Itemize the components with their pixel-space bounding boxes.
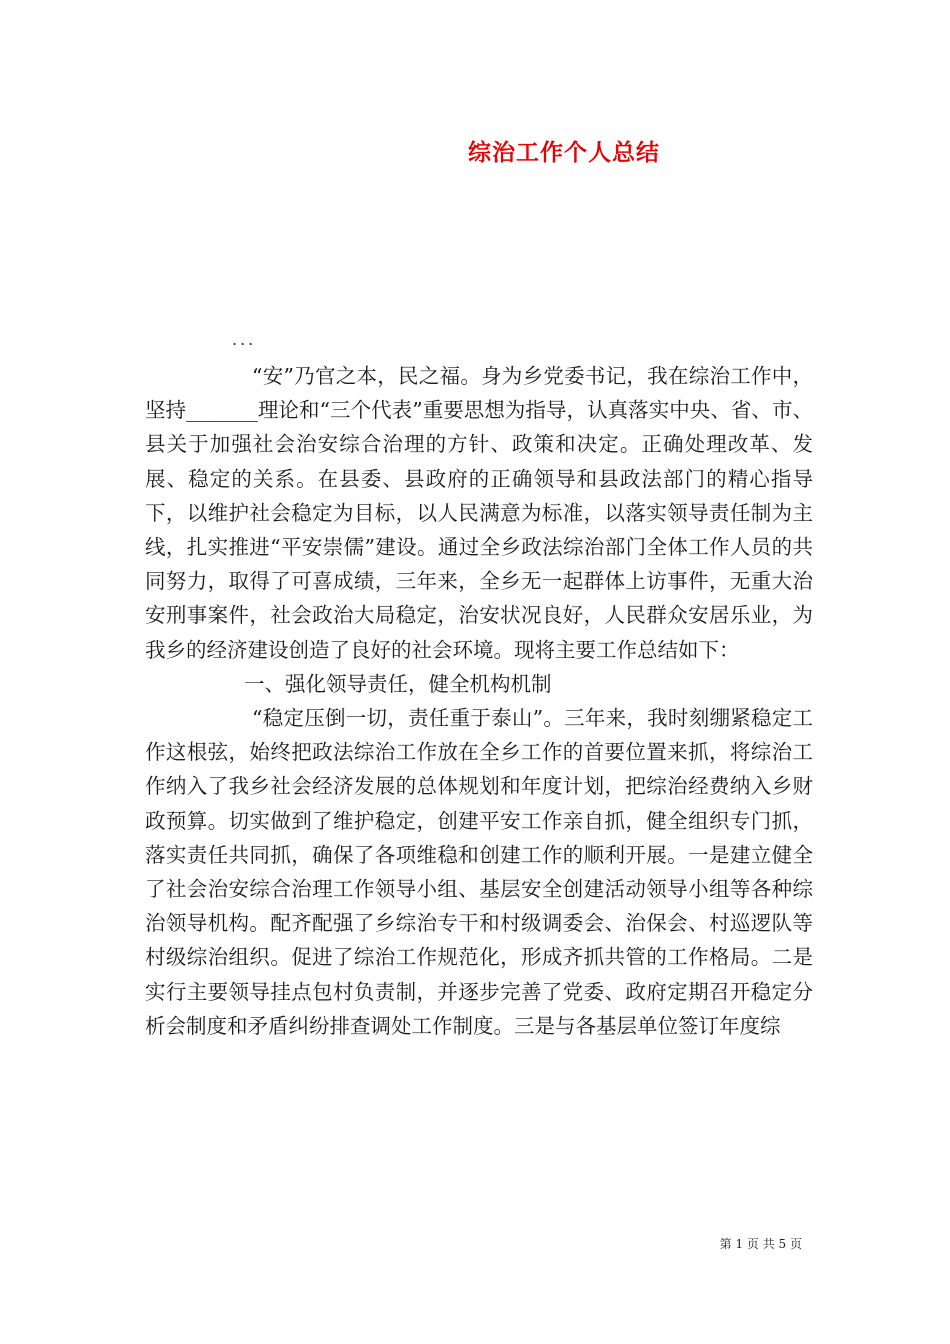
paragraph-intro: “安”乃官之本，民之福。身为乡党委书记，我在综治工作中，坚持_______理论和“三个代表”重要思想为指导，认真落实中央、省、市、县关于加强社会治安综合治理的方针、政策和决定。正确处理改革、发展、稳定的关系。在县委、县政府的正确领导和县政法部门的精心指导下，以维护社会稳定为目标，以人民满意为标准，以落实领导责任制为主线，扎实推进“平安崇儒”建设。通过全乡政法综治部门全体工作人员的共同努力，取得了可喜成绩，三年来，全乡无一起群体上访事件，无重大治安刑事案件，社会政治大局稳定，治安状况良好，人民群众安居乐业，为我乡的经济建设创造了良好的社会环境。现将主要工作总结如下：	[145, 364, 813, 662]
page-number-footer: 第 1 页 共 5 页	[719, 1237, 802, 1251]
document-body	[145, 359, 813, 1043]
paragraph-section-one: “稳定压倒一切，责任重于泰山”。三年来，我时刻绷紧稳定工作这根弦，始终把政法综治工作放在全乡工作的首要位置来抓，将综治工作纳入了我乡社会经济发展的总体规划和年度计划，把综治经费纳入乡财政预算。切实做到了维护稳定，创建平安工作亲自抓，健全组织专门抓，落实责任共同抓，确保了各项维稳和创建工作的顺利开展。一是建立健全了社会治安综合治理工作领导小组、基层安全创建活动领导小组等各种综治领导机构。配齐配强了乡综治专干和村级调委会、治保会、村巡逻队等村级综治组织。促进了综治工作规范化，形成齐抓共管的工作格局。二是实行主要领导挂点包村负责制，并逐步完善了党委、政府定期召开稳定分析会制度和矛盾纠纷排查调处工作制度。三是与各基层单位签订年度综	[145, 706, 813, 1038]
ellipsis-marker: ...	[232, 330, 257, 349]
section-heading: 一、强化领导责任，健全机构机制	[244, 671, 552, 696]
document-title: 综治工作个人总结	[468, 139, 660, 166]
